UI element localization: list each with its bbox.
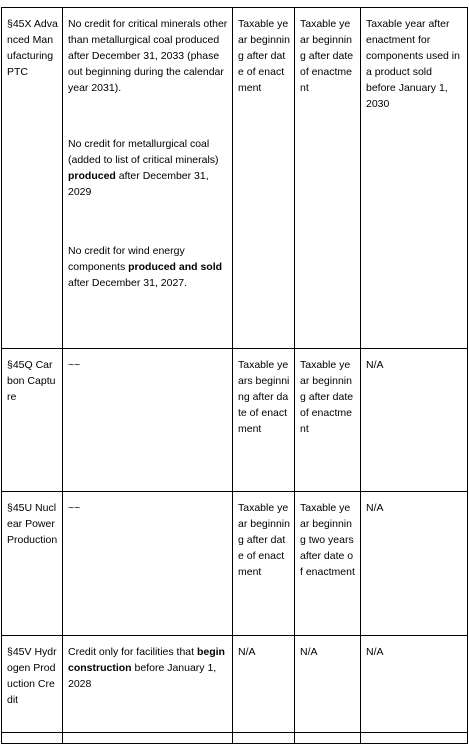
condition-cell: ~~ [63, 349, 233, 492]
empty-cell [233, 733, 295, 744]
table-row [2, 8, 468, 349]
condition-paragraph: No credit for wind energy components produced and sold after December 31, 2027. [68, 245, 223, 289]
col5-cell: N/A [361, 492, 468, 636]
condition-cell: Credit only for facilities that begin construction before January 1, 2028 [63, 636, 233, 733]
condition-cell [63, 8, 233, 349]
empty-cell [2, 733, 63, 744]
section-cell: §45X Advanced Manufacturing PTC [2, 8, 63, 349]
col5-cell: N/A [361, 636, 468, 733]
condition-paragraph: No credit for metallurgical coal (added to list of critical minerals) produced after December 31, 2029 [68, 138, 219, 198]
col3-cell: Taxable year beginning after date of enactment [233, 8, 295, 349]
empty-cell [63, 733, 233, 744]
table-row [2, 733, 468, 744]
col5-cell: Taxable year after enactment for components used in a product sold before January 1, 2030 [361, 8, 468, 349]
col4-cell: Taxable year beginning two years after date of enactment [295, 492, 361, 636]
col5-cell: N/A [361, 349, 468, 492]
tax-credit-table [1, 7, 468, 744]
section-cell: §45U Nuclear Power Production [2, 492, 63, 636]
empty-cell [295, 733, 361, 744]
section-cell: §45V Hydrogen Production Credit [2, 636, 63, 733]
condition-cell: ~~ [63, 492, 233, 636]
empty-cell [361, 733, 468, 744]
table-row [2, 349, 468, 492]
col4-cell: N/A [295, 636, 361, 733]
section-cell: §45Q Carbon Capture [2, 349, 63, 492]
table-row [2, 636, 468, 733]
col4-cell: Taxable year beginning after date of enactment [295, 8, 361, 349]
table-row [2, 492, 468, 636]
col3-cell: Taxable years beginning after date of enactment [233, 349, 295, 492]
col3-cell: Taxable year beginning after date of enactment [233, 492, 295, 636]
condition-paragraph: No credit for critical minerals other than metallurgical coal produced after December 31, 2033 (phase out beginning during the calendar year 2031). [68, 18, 228, 94]
col3-cell: N/A [233, 636, 295, 733]
col4-cell: Taxable year beginning after date of enactment [295, 349, 361, 492]
